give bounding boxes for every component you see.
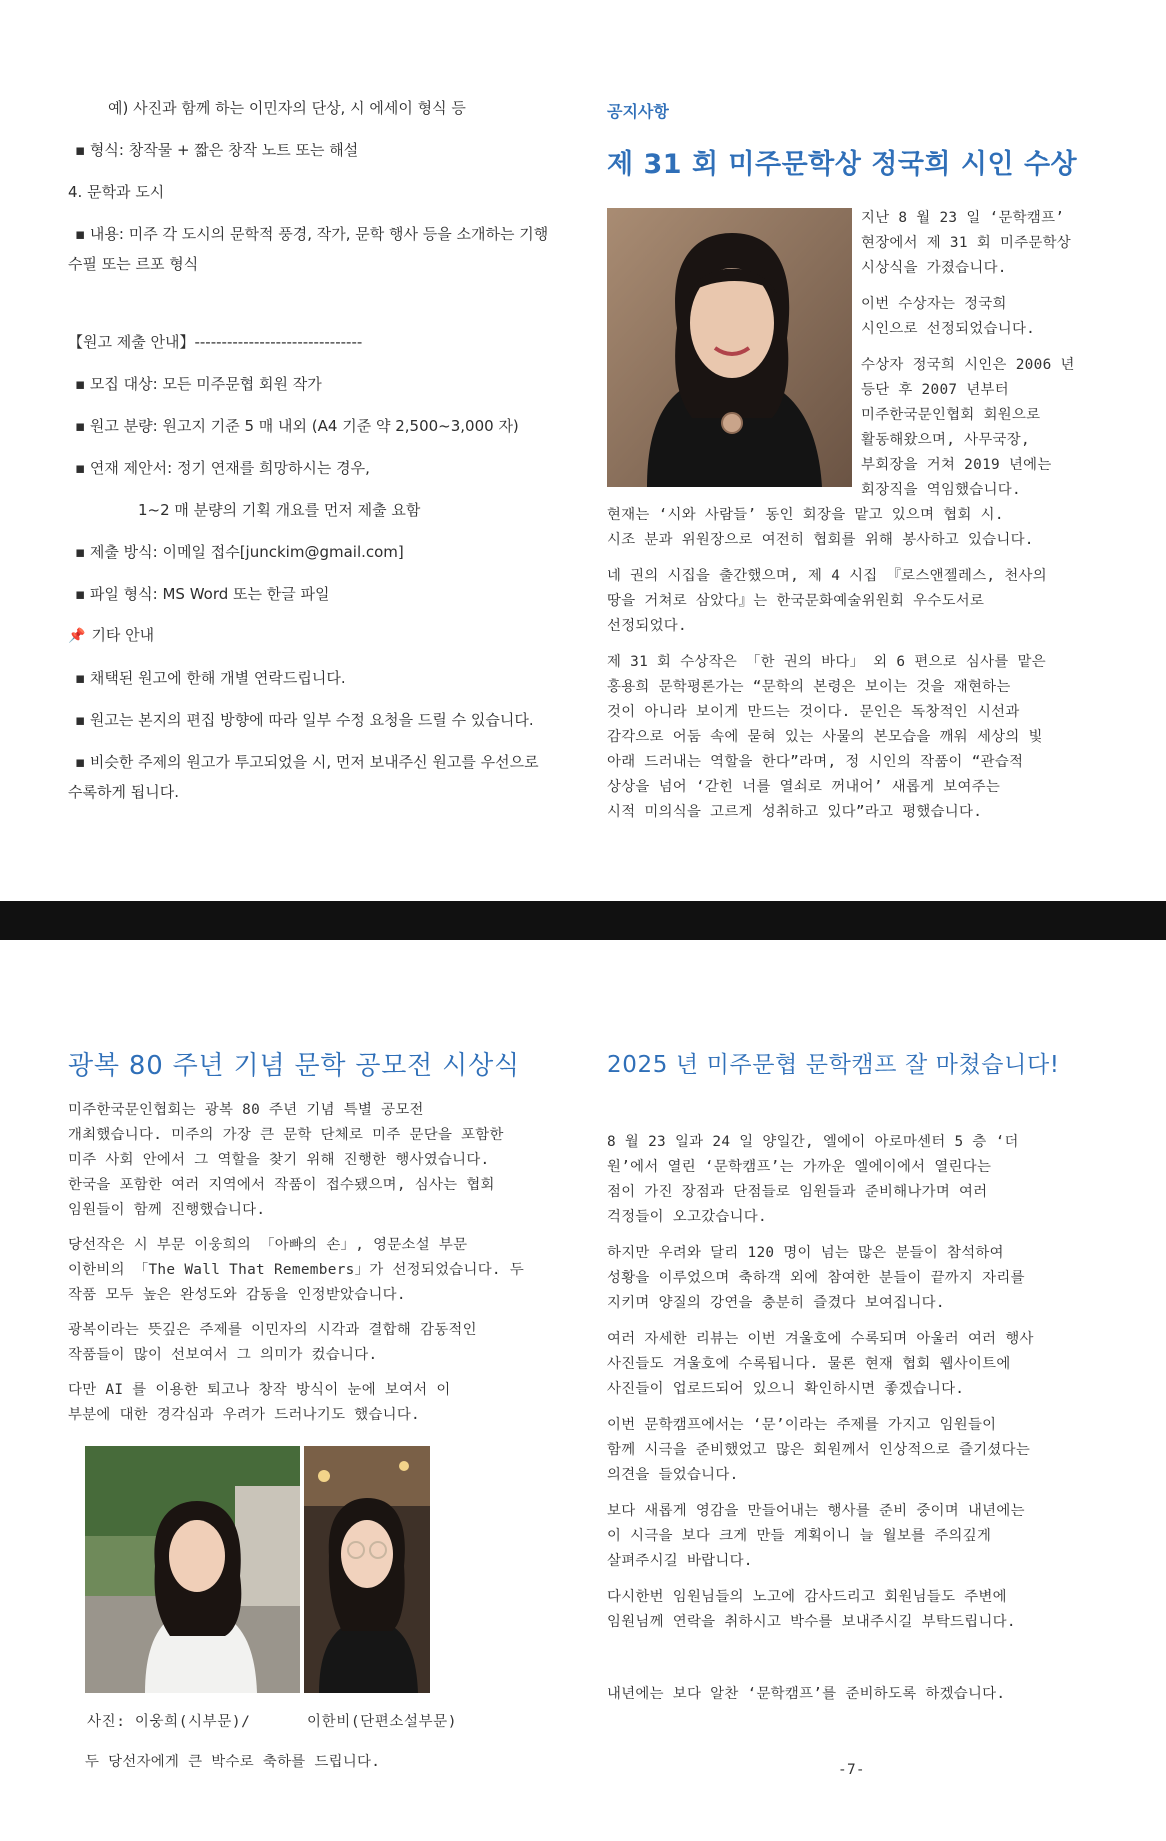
photo-caption-left: 사진: 이웅희(시부문)/ [87, 1714, 251, 1730]
format-line: ▪ 형식: 창작물 + 짧은 창작 노트 또는 해설 [75, 141, 359, 159]
page-divider-bar [0, 901, 1166, 940]
body-line: 시적 미의식을 고르게 성취하고 있다”라고 평했습니다. [607, 804, 983, 820]
winner-photo-2 [304, 1446, 430, 1693]
body-line: 걱정들이 오고갔습니다. [607, 1209, 767, 1225]
body-line: 작품들이 많이 선보여서 그 의미가 컸습니다. [68, 1347, 378, 1363]
body-line: 임원들이 함께 진행했습니다. [68, 1202, 266, 1218]
content-line-cont: 수필 또는 르포 형식 [68, 255, 199, 273]
body-line: 이 시극을 보다 크게 만들 계획이니 늘 월보를 주의깊게 [607, 1528, 992, 1544]
section-heading: 4. 문학과 도시 [68, 183, 165, 201]
serial-line: ▪ 연재 제안서: 정기 연재를 희망하시는 경우, [75, 459, 370, 477]
body-line: 작품 모두 높은 완성도와 감동을 인정받았습니다. [68, 1287, 406, 1303]
note-line: ▪ 비슷한 주제의 원고가 투고되었을 시, 먼저 보내주신 원고를 우선으로 [75, 753, 539, 771]
winner-photo-1 [85, 1446, 300, 1693]
serial-line-cont: 1~2 매 분량의 기획 개요를 먼저 제출 요함 [138, 501, 421, 519]
body-line: 네 권의 시집을 출간했으며, 제 4 시집 『로스앤젤레스, 천사의 [607, 568, 1047, 584]
length-line: ▪ 원고 분량: 원고지 기준 5 매 내외 (A4 기준 약 2,500~3,000 자) [75, 417, 519, 435]
body-line: 이한비의 「The Wall That Remembers」가 선정되었습니다. 두 [68, 1262, 525, 1278]
submission-header: 【원고 제출 안내】------------------------------- [68, 333, 363, 351]
body-line: 미주한국문인협회는 광복 80 주년 기념 특별 공모전 [68, 1102, 424, 1118]
body-line: 보다 새롭게 영감을 만들어내는 행사를 준비 중이며 내년에는 [607, 1503, 1025, 1519]
photo-caption-right: 이한비(단편소설부문) [307, 1714, 458, 1730]
body-line: 감각으로 어둠 속에 묻혀 있는 사물의 본모습을 깨워 세상의 빛 [607, 729, 1043, 745]
body-line: 한국을 포함한 여러 지역에서 작품이 접수됐으며, 심사는 협회 [68, 1177, 495, 1193]
body-line: 의견을 들었습니다. [607, 1467, 739, 1483]
body-line: 현장에서 제 31 회 미주문학상 [861, 235, 1071, 251]
body-line: 회장직을 역임했습니다. [861, 482, 1021, 498]
body-line: 점이 가진 장점과 단점들로 임원들과 준비해나가며 여러 [607, 1184, 988, 1200]
other-header [68, 623, 154, 649]
body-line: 이번 수상자는 정국희 [861, 296, 1007, 312]
body-line: 미주한국문인협회 회원으로 [861, 407, 1041, 423]
notice-title: 제 31 회 미주문학상 정국희 시인 수상 [607, 149, 1078, 180]
body-line: 지난 8 월 23 일 ‘문학캠프’ [861, 210, 1065, 226]
body-line: 지키며 양질의 강연을 충분히 즐겼다 보여집니다. [607, 1295, 945, 1311]
contest-title: 광복 80 주년 기념 문학 공모전 시상식 [68, 1051, 520, 1081]
note-line-cont: 수록하게 됩니다. [68, 783, 179, 801]
body-line: 8 월 23 일과 24 일 양일간, 엘에이 아로마센터 5 층 ‘더 [607, 1134, 1019, 1150]
body-line: 내년에는 보다 알찬 ‘문학캠프’를 준비하도록 하겠습니다. [607, 1686, 1006, 1702]
body-line: 여러 자세한 리뷰는 이번 겨울호에 수록되며 아울러 여러 행사 [607, 1331, 1034, 1347]
body-line: 사진들이 업로드되어 있으니 확인하시면 좋겠습니다. [607, 1381, 965, 1397]
other-header-label: 기타 안내 [91, 626, 155, 644]
body-line: 다만 AI 를 이용한 퇴고나 창작 방식이 눈에 보여서 이 [68, 1382, 451, 1398]
pushpin-icon: 📌 [68, 628, 86, 644]
body-line: 상상을 넘어 ‘갇힌 너를 열쇠로 꺼내어’ 새롭게 보여주는 [607, 779, 1001, 795]
page-number: -7- [838, 1762, 865, 1778]
body-line: 것이 아니라 보이게 만드는 것이다. 문인은 독창적인 시선과 [607, 704, 1020, 720]
body-line: 현재는 ‘시와 사람들’ 동인 회장을 맡고 있으며 협회 시. [607, 507, 1004, 523]
body-line: 선정되었다. [607, 618, 687, 634]
example-line: 예) 사진과 함께 하는 이민자의 단상, 시 에세이 형식 등 [108, 99, 466, 117]
body-line: 부회장을 거쳐 2019 년에는 [861, 457, 1052, 473]
body-line: 시조 분과 위원장으로 여전히 협회를 위해 봉사하고 있습니다. [607, 532, 1034, 548]
content-line: ▪ 내용: 미주 각 도시의 문학적 풍경, 작가, 문학 행사 등을 소개하는 기행 [75, 225, 549, 243]
body-line: 제 31 회 수상작은 「한 권의 바다」 외 6 편으로 심사를 맡은 [607, 654, 1046, 670]
body-line: 사진들도 겨울호에 수록됩니다. 물론 현재 협회 웹사이트에 [607, 1356, 1011, 1372]
camp-title: 2025 년 미주문협 문학캠프 잘 마쳤습니다! [607, 1052, 1060, 1078]
method-line: ▪ 제출 방식: 이메일 접수[junckim@gmail.com] [75, 543, 404, 561]
body-line: 당선작은 시 부문 이웅희의 「아빠의 손」, 영문소설 부문 [68, 1237, 468, 1253]
body-line: 함께 시극을 준비했었고 많은 회원께서 인상적으로 즐기셨다는 [607, 1442, 1031, 1458]
body-line: 땅을 거쳐로 삼았다』는 한국문화예술위원회 우수도서로 [607, 593, 985, 609]
body-line: 활동해왔으며, 사무국장, [861, 432, 1030, 448]
body-line: 미주 사회 안에서 그 역할을 찾기 위해 진행한 행사였습니다. [68, 1152, 490, 1168]
note-line: ▪ 채택된 원고에 한해 개별 연락드립니다. [75, 669, 346, 687]
body-line: 살펴주시길 바랍니다. [607, 1553, 753, 1569]
body-line: 수상자 정국희 시인은 2006 년 [861, 357, 1075, 373]
body-line: 홍용희 문학평론가는 “문학의 본령은 보이는 것을 재현하는 [607, 679, 1011, 695]
note-line: ▪ 원고는 본지의 편집 방향에 따라 일부 수정 요청을 드릴 수 있습니다. [75, 711, 534, 729]
body-line: 아래 드러내는 역할을 한다”라며, 정 시인의 작품이 “관습적 [607, 754, 1024, 770]
notice-label: 공지사항 [607, 102, 669, 121]
body-line: 시인으로 선정되었습니다. [861, 321, 1036, 337]
congrats-line: 두 당선자에게 큰 박수로 축하를 드립니다. [85, 1754, 381, 1770]
body-line: 이번 문학캠프에서는 ‘문’이라는 주제를 가지고 임원들이 [607, 1417, 997, 1433]
body-line: 다시한번 임원님들의 노고에 감사드리고 회원님들도 주변에 [607, 1589, 1007, 1605]
body-line: 개최했습니다. 미주의 가장 큰 문학 단체로 미주 문단을 포함한 [68, 1127, 504, 1143]
body-line: 부분에 대한 경각심과 우려가 드러나기도 했습니다. [68, 1407, 421, 1423]
body-line: 하지만 우려와 달리 120 명이 넘는 많은 분들이 참석하여 [607, 1245, 1004, 1261]
file-line: ▪ 파일 형식: MS Word 또는 한글 파일 [75, 585, 330, 603]
target-line: ▪ 모집 대상: 모든 미주문협 회원 작가 [75, 375, 322, 393]
body-line: 등단 후 2007 년부터 [861, 382, 1009, 398]
body-line: 원’에서 열린 ‘문학캠프’는 가까운 엘에이에서 열린다는 [607, 1159, 992, 1175]
body-line: 임원님께 연락을 취하시고 박수를 보내주시길 부탁드립니다. [607, 1614, 1016, 1630]
body-line: 성황을 이루었으며 축하객 외에 참여한 분들이 끝까지 자리를 [607, 1270, 1025, 1286]
body-line: 광복이라는 뜻깊은 주제를 이민자의 시각과 결합해 감동적인 [68, 1322, 477, 1338]
poet-photo [607, 208, 852, 487]
body-line: 시상식을 가졌습니다. [861, 260, 1007, 276]
